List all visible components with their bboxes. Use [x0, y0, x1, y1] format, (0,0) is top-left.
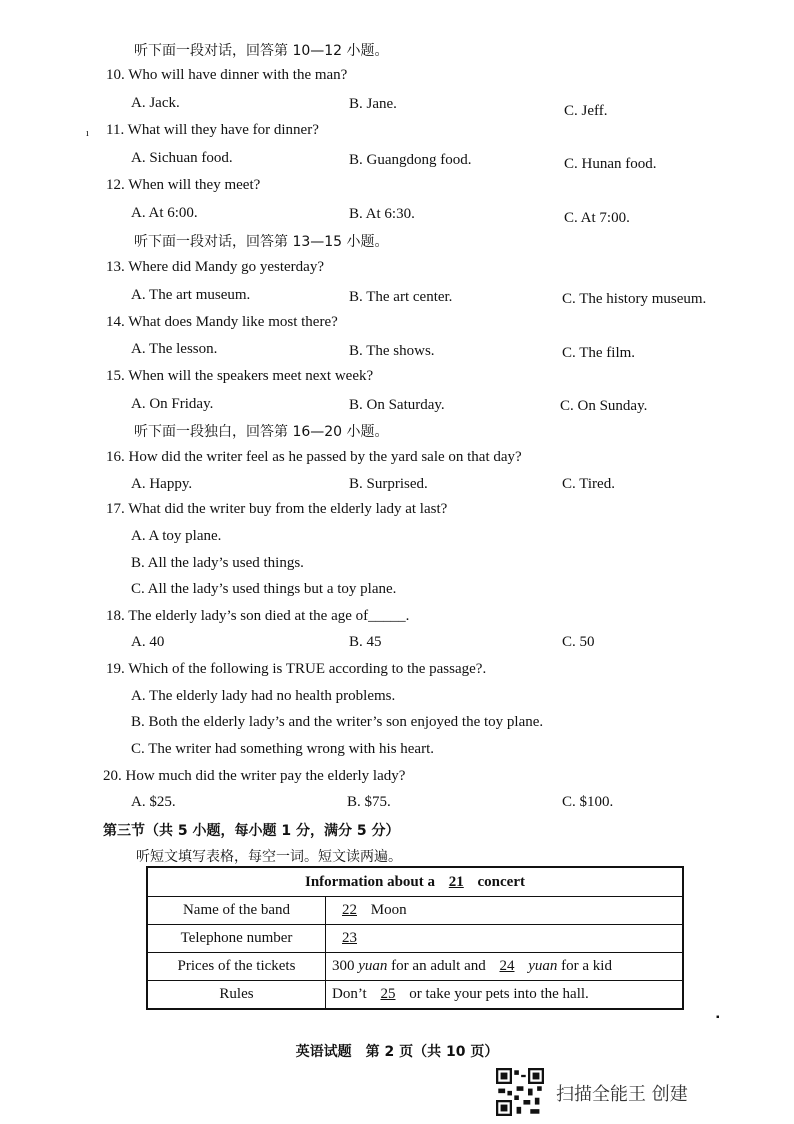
question-17: 17. What did the writer buy from the elderly lady at last? — [106, 501, 448, 517]
q10-option-a: A. Jack. — [131, 95, 180, 111]
q15-option-c: C. On Sunday. — [560, 398, 648, 414]
table-row — [147, 897, 683, 925]
table-header-row — [147, 867, 683, 897]
q11-option-c: C. Hunan food. — [564, 156, 657, 172]
kid-suffix: for a kid — [561, 958, 612, 974]
ticket-prices-value — [326, 953, 684, 981]
table-row — [147, 981, 683, 1010]
currency-yuan: yuan — [528, 958, 558, 974]
band-name-label: Name of the band — [147, 897, 326, 925]
section-3-instruction: 听短文填写表格，每空一词。短文读两遍。 — [136, 849, 402, 865]
info-table — [146, 866, 684, 1010]
telephone-label: Telephone number — [147, 925, 326, 953]
q15-option-b: B. On Saturday. — [349, 397, 445, 413]
header-suffix: concert — [477, 873, 525, 890]
question-11: 11. What will they have for dinner? — [106, 122, 319, 138]
q13-option-b: B. The art center. — [349, 289, 453, 305]
q10-option-b: B. Jane. — [349, 96, 397, 112]
blank-21: 21 — [448, 873, 464, 890]
section-3-title: 第三节（共 5 小题，每小题 1 分，满分 5 分） — [103, 823, 400, 839]
q17-option-a: A. A toy plane. — [131, 528, 222, 544]
q18-option-b: B. 45 — [349, 634, 382, 650]
ticket-prices-label: Prices of the tickets — [147, 953, 326, 981]
price-connector: for an adult and — [391, 958, 486, 974]
q16-option-b: B. Surprised. — [349, 476, 428, 492]
blank-25: 25 — [380, 986, 396, 1002]
monologue-intro: 听下面一段独白，回答第 16—20 小题。 — [134, 424, 389, 440]
question-15: 15. When will the speakers meet next week? — [106, 368, 374, 384]
q13-option-c: C. The history museum. — [562, 291, 707, 307]
question-12: 12. When will they meet? — [106, 177, 261, 193]
rules-label: Rules — [147, 981, 326, 1010]
q11-option-b: B. Guangdong food. — [349, 152, 472, 168]
q20-option-a: A. $25. — [131, 794, 176, 810]
table-row — [147, 953, 683, 981]
q16-option-a: A. Happy. — [131, 476, 193, 492]
adult-price: 300 — [332, 958, 355, 974]
q13-option-a: A. The art museum. — [131, 287, 251, 303]
q16-option-c: C. Tired. — [562, 476, 615, 492]
dialogue-intro-1: 听下面一段对话，回答第 10—12 小题。 — [134, 43, 389, 59]
q19-option-b: B. Both the elderly lady’s and the writer’s son enjoyed the toy plane. — [131, 714, 544, 730]
q14-option-b: B. The shows. — [349, 343, 435, 359]
dialogue-intro-2: 听下面一段对话，回答第 13—15 小题。 — [134, 234, 389, 250]
q15-option-a: A. On Friday. — [131, 396, 214, 412]
blank-23: 23 — [342, 930, 357, 946]
q12-option-c: C. At 7:00. — [564, 210, 630, 226]
blank-24: 24 — [499, 958, 515, 974]
q17-option-b: B. All the lady’s used things. — [131, 555, 304, 571]
q19-option-a: A. The elderly lady had no health problems. — [131, 688, 396, 704]
question-16: 16. How did the writer feel as he passed by the yard sale on that day? — [106, 449, 522, 465]
q14-option-a: A. The lesson. — [131, 341, 218, 357]
q12-option-a: A. At 6:00. — [131, 205, 198, 221]
q20-option-c: C. $100. — [562, 794, 614, 810]
question-10: 10. Who will have dinner with the man? — [106, 67, 348, 83]
scan-dot: ▪ — [716, 1012, 720, 1023]
question-19: 19. Which of the following is TRUE according to the passage?. — [106, 661, 487, 677]
q17-option-c: C. All the lady’s used things but a toy plane. — [131, 581, 397, 597]
question-13: 13. Where did Mandy go yesterday? — [106, 259, 324, 275]
q14-option-c: C. The film. — [562, 345, 636, 361]
q18-option-c: C. 50 — [562, 634, 595, 650]
scanner-watermark: 扫描全能王 创建 — [556, 1084, 688, 1105]
q12-option-b: B. At 6:30. — [349, 206, 415, 222]
q10-option-c: C. Jeff. — [564, 103, 608, 119]
q20-option-b: B. $75. — [347, 794, 391, 810]
telephone-value — [326, 925, 684, 953]
rules-value — [326, 981, 684, 1010]
question-20: 20. How much did the writer pay the elderly lady? — [103, 768, 406, 784]
q11-option-a: A. Sichuan food. — [131, 150, 233, 166]
rules-prefix: Don’t — [332, 986, 367, 1002]
q19-option-c: C. The writer had something wrong with his heart. — [131, 741, 435, 757]
margin-mark: ı — [86, 128, 89, 139]
band-name-value — [326, 897, 684, 925]
table-row — [147, 925, 683, 953]
header-prefix: Information about a — [305, 873, 436, 890]
table-header-cell — [147, 867, 683, 897]
page-footer: 英语试题 第 2 页（共 10 页） — [295, 1044, 499, 1060]
question-14: 14. What does Mandy like most there? — [106, 314, 338, 330]
currency-yuan: yuan — [358, 958, 388, 974]
blank-22: 22 — [342, 902, 357, 918]
rules-suffix: or take your pets into the hall. — [409, 986, 589, 1002]
band-name-suffix: Moon — [370, 902, 407, 918]
qr-code-icon — [496, 1068, 544, 1116]
question-18: 18. The elderly lady’s son died at the age of_____. — [106, 608, 410, 624]
q18-option-a: A. 40 — [131, 634, 165, 650]
